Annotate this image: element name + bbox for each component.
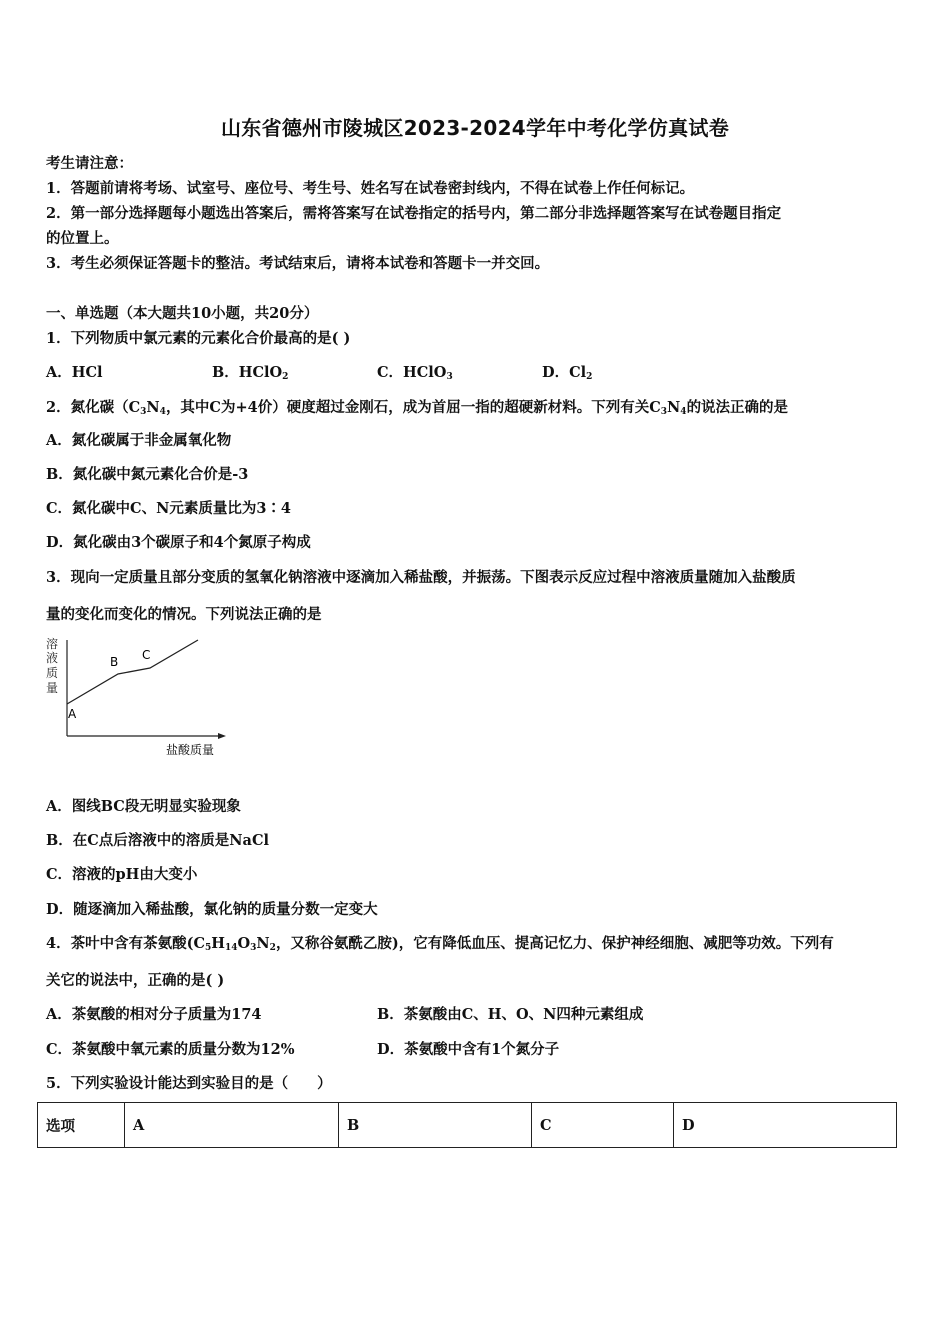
question-3-stem-line2: 量的变化而变化的情况。下列说法正确的是 xyxy=(46,606,322,623)
q3-option-a: A．图线BC段无明显实验现象 xyxy=(46,798,241,815)
question-1-stem: 1．下列物质中氯元素的元素化合价最高的是( ) xyxy=(46,330,351,347)
y-axis-label-char: 质 xyxy=(46,666,59,680)
q5-table xyxy=(37,1102,897,1148)
point-c-label: C xyxy=(142,648,151,662)
q2-option-b: B．氮化碳中氮元素化合价是-3 xyxy=(46,466,249,483)
x-axis-label: 盐酸质量 xyxy=(166,743,215,757)
question-4-stem-line2: 关它的说法中，正确的是( ) xyxy=(46,972,225,989)
q3-option-d: D．随逐滴加入稀盐酸，氯化钠的质量分数一定变大 xyxy=(46,901,378,918)
q1-option-c: C．HClO$_3$ xyxy=(377,364,453,382)
q1-option-b: B．HClO$_2$ xyxy=(212,364,289,382)
q3-option-b: B．在C点后溶液中的溶质是NaCl xyxy=(46,832,269,849)
page-title: 山东省德州市陵城区2023-2024学年中考化学仿真试卷 xyxy=(220,116,730,140)
q4-option-d: D．茶氨酸中含有1个氮分子 xyxy=(377,1041,560,1058)
table-row xyxy=(38,1103,897,1148)
question-5-stem: 5．下列实验设计能达到实验目的是（ ） xyxy=(46,1075,332,1092)
notice-heading: 考生请注意： xyxy=(46,155,133,172)
question-3-stem-line1: 3．现向一定质量且部分变质的氢氧化钠溶液中逐滴加入稀盐酸，并振荡。下图表示反应过程中溶液质量随加入盐酸质 xyxy=(46,569,796,586)
x-axis-arrow xyxy=(218,733,226,739)
q4-option-c: C．茶氨酸中氧元素的质量分数为12% xyxy=(46,1041,295,1058)
q2-option-d: D．氮化碳由3个碳原子和4个氮原子构成 xyxy=(46,534,311,551)
q2-option-a: A．氮化碳属于非金属氧化物 xyxy=(46,432,232,449)
q1-option-d: D．$Cl_2$ xyxy=(542,364,593,382)
question-4-stem-line1: 4．茶叶中含有茶氨酸($C_5H_{14}O_3N_2$，又称谷氨酰乙胺)，它有降低血压、提高记忆力、保护神经细胞、减肥等功效。下列有 xyxy=(46,935,834,953)
notice-item: 2．第一部分选择题每小题选出答案后，需将答案写在试卷指定的括号内，第二部分非选择题答案写在试卷题目指定 xyxy=(46,205,782,222)
q2-option-c: C．氮化碳中C、N元素质量比为3∶4 xyxy=(46,500,292,517)
q1-option-a: A．HCl xyxy=(46,364,103,381)
y-axis-label-char: 量 xyxy=(46,681,59,695)
notice-item: 3．考生必须保证答题卡的整洁。考试结束后，请将本试卷和答题卡一并交回。 xyxy=(46,255,550,272)
point-b-label: B xyxy=(110,655,119,669)
notice-item: 1．答题前请将考场、试室号、座位号、考生号、姓名写在试卷密封线内，不得在试卷上作任何标记。 xyxy=(46,180,695,197)
table-header-cell: C xyxy=(532,1103,674,1148)
table-header-cell: 选项 xyxy=(38,1103,125,1148)
table-header-cell: D xyxy=(674,1103,897,1148)
mass-curve xyxy=(67,640,198,704)
table-header-cell: A xyxy=(125,1103,339,1148)
point-a-label: A xyxy=(68,707,77,721)
question-2-stem: 2．氮化碳（$C_3N_4$，其中C为+4价）硬度超过金刚石，成为首屈一指的超硬新材料。下列有关$C_3N_4$的说法正确的是 xyxy=(46,399,789,417)
section-heading: 一、单选题（本大题共10小题，共20分） xyxy=(46,305,319,322)
table-header-cell: B xyxy=(339,1103,532,1148)
q3-option-c: C．溶液的pH由大变小 xyxy=(46,866,198,883)
notice-item: 的位置上。 xyxy=(46,230,119,247)
solution-mass-graph xyxy=(40,632,240,762)
y-axis-label-char: 溶 xyxy=(46,637,59,651)
q4-option-b: B．茶氨酸由C、H、O、N四种元素组成 xyxy=(377,1006,644,1023)
q4-option-a: A．茶氨酸的相对分子质量为174 xyxy=(46,1006,262,1023)
y-axis-label-char: 液 xyxy=(46,651,59,665)
